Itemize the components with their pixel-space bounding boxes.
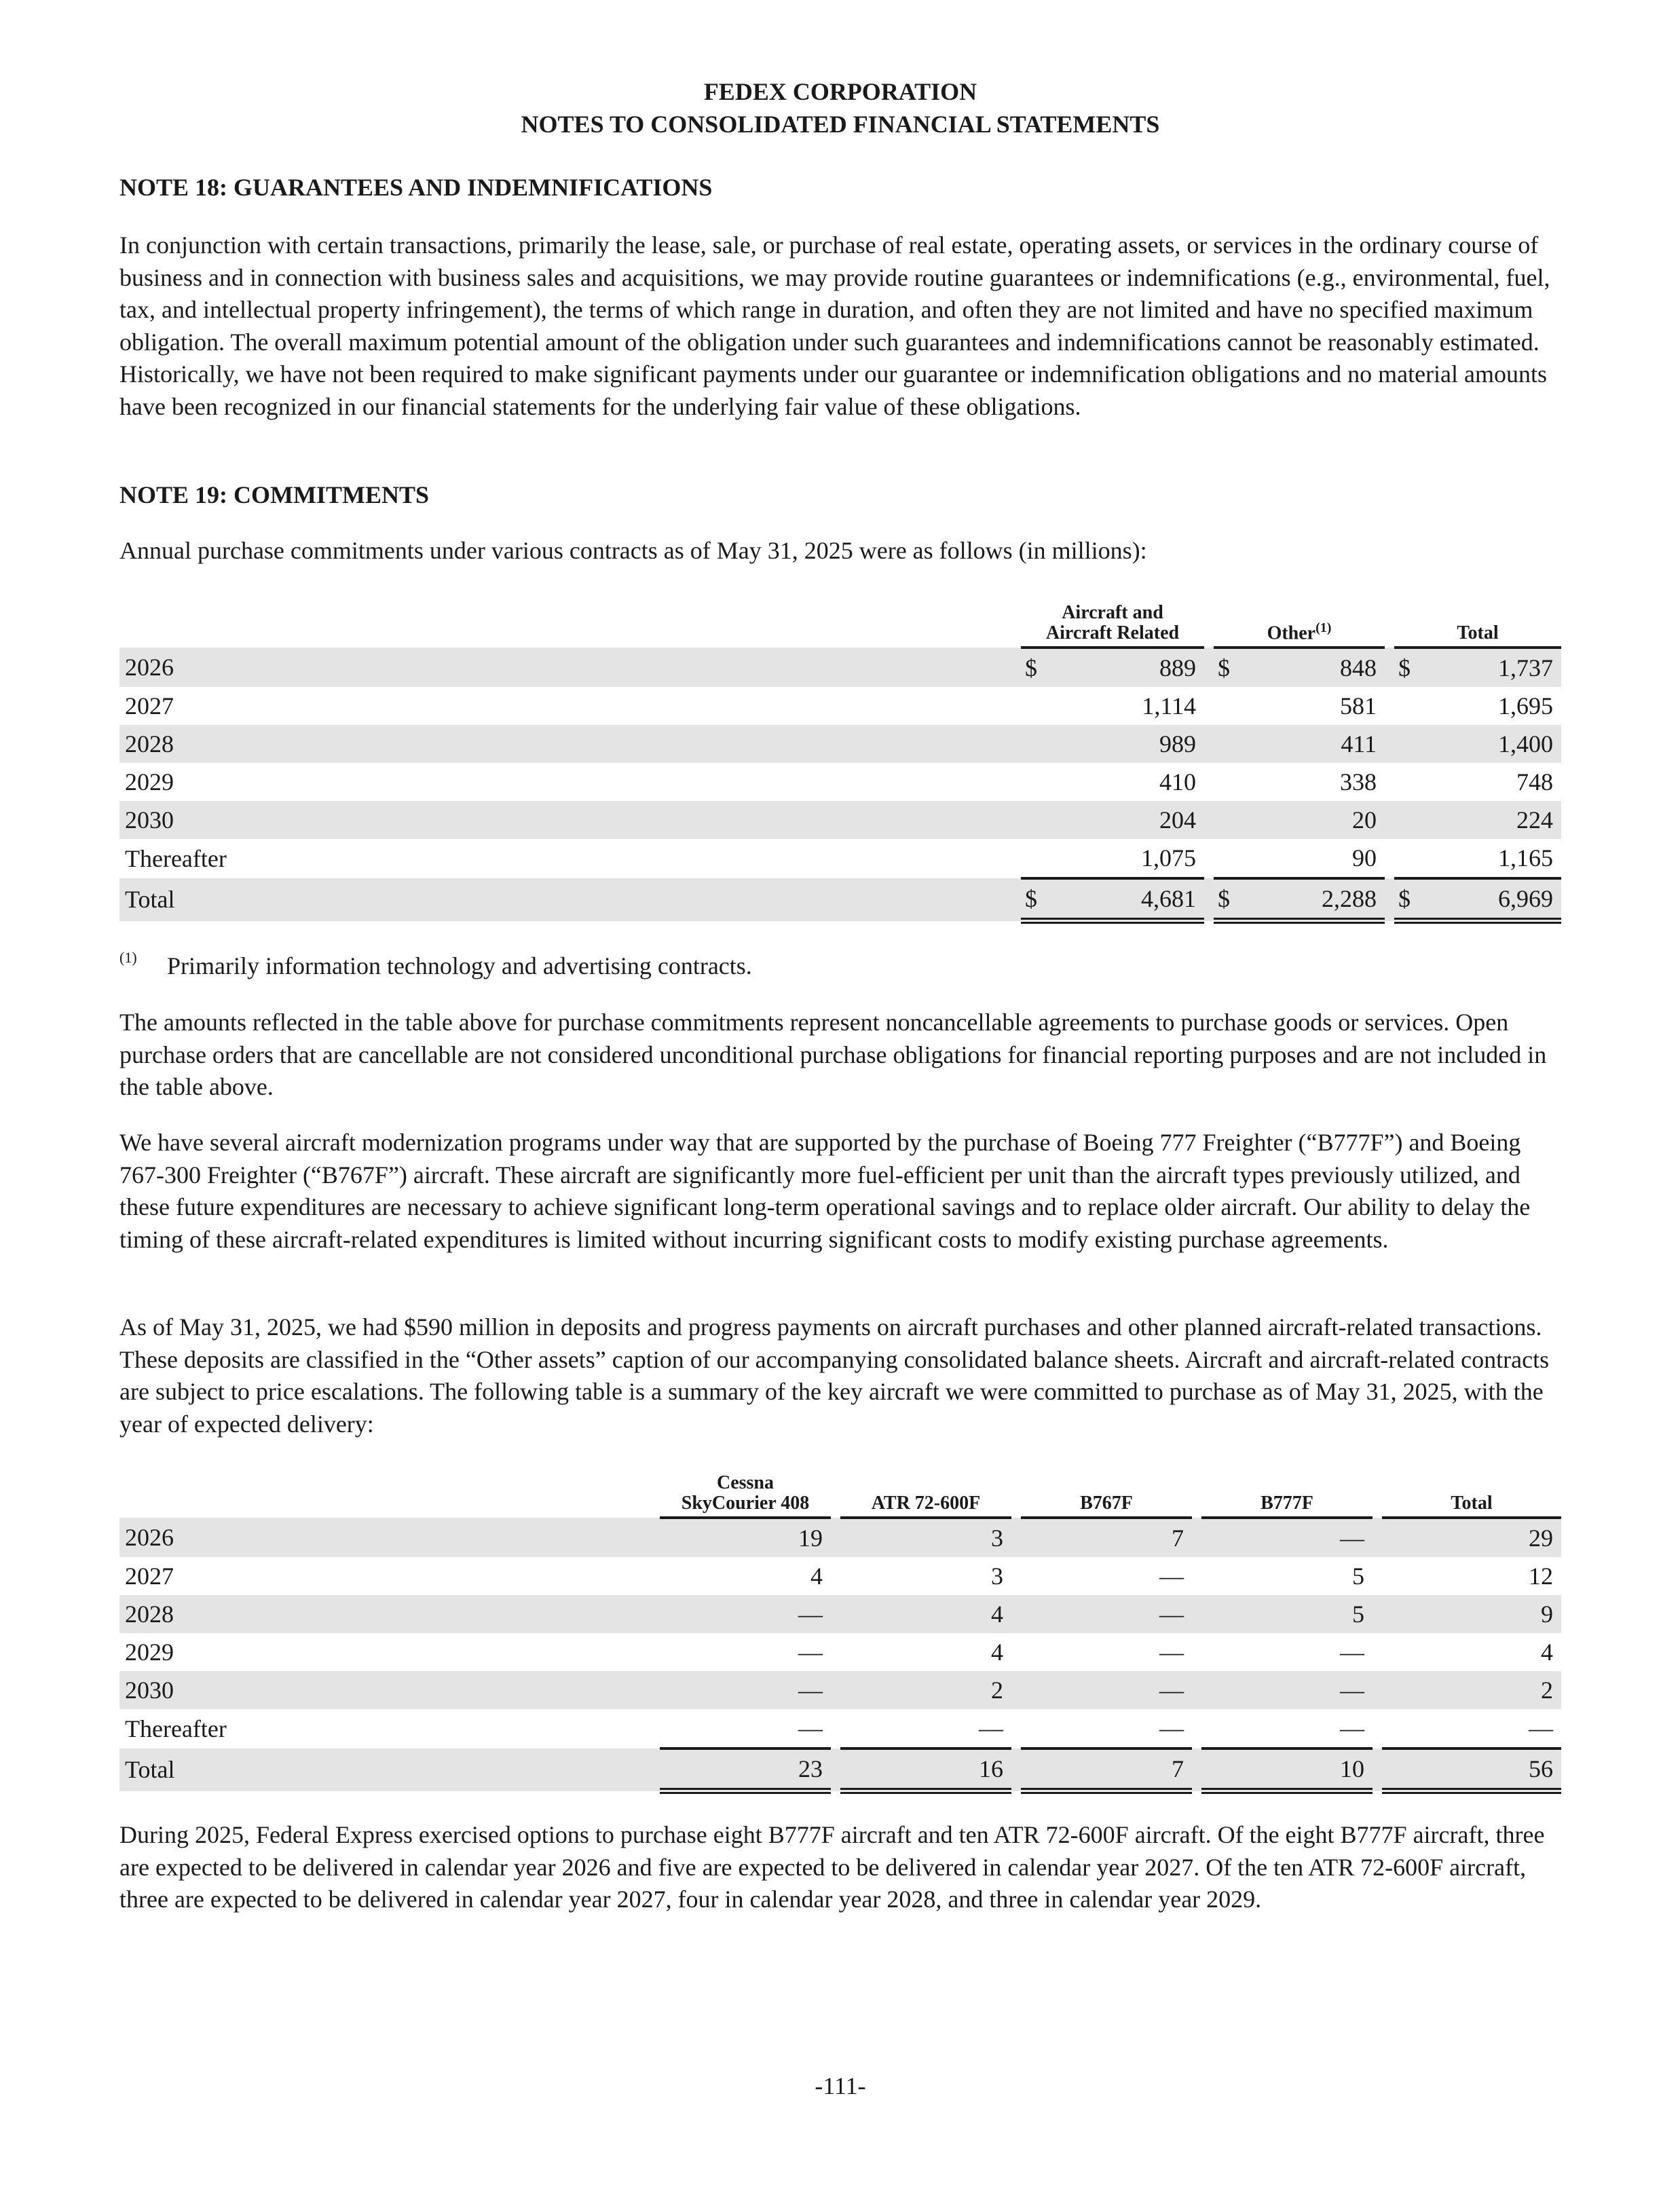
table-row: 2026 19 3 7 — 29 (119, 1518, 1561, 1557)
table-row: 2027 1,114 581 1,695 (125, 692, 1554, 719)
company-name: FEDEX CORPORATION (703, 78, 977, 105)
page-number: -111- (815, 2072, 866, 2099)
col-header-atr: ATR 72-600F (840, 1473, 1011, 1518)
table-row: 2029 — 4 — — 4 (125, 1639, 1553, 1666)
table-row: 2029 410 338 748 (125, 768, 1554, 796)
col-header-b777f: B777F (1201, 1473, 1373, 1518)
table-row: 2030 204 20 224 (119, 801, 1561, 839)
note19-para2: We have several aircraft modernization programs under way that are supported by the purchase of Boeing 777 Freighter (“B777F”) and Boeing 767-300 Freighter (“B767F”) aircraft. These aircraft are significantly more fuel-efficient per unit than the aircraft types previously utilized, and these future expenditures are necessary to achieve significant long-term operational savings and to replace older aircraft. Our ability to delay the timing of these aircraft-related expenditures is limited without incurring significant costs to modify existing purchase agreements. (119, 1129, 1531, 1253)
table1-header-row (119, 603, 1561, 648)
col-header-other: Other$^{(1)}$ (1214, 603, 1385, 648)
table-row: Thereafter — — — — — (125, 1715, 1553, 1742)
table-row: 2028 989 411 1,400 (119, 725, 1561, 763)
note19-heading: NOTE 19: COMMITMENTS (119, 481, 430, 508)
note19-intro: Annual purchase commitments under various contracts as of May 31, 2025 were as follows (in millions): (119, 537, 1147, 564)
table2-header-row (119, 1473, 1561, 1518)
table-row: 2026 $ 889 $ 848 $ 1,737 (119, 648, 1561, 687)
footnote-text: Primarily information technology and advertising contracts. (167, 952, 752, 979)
col-header-total: Total (1394, 603, 1561, 648)
table-row: 2030 — 2 — — 2 (119, 1671, 1561, 1709)
purchase-commitments-table (119, 603, 1561, 924)
note18-heading: NOTE 18: GUARANTEES AND INDEMNIFICATIONS (119, 174, 713, 201)
table-row: 2027 4 3 — 5 12 (125, 1563, 1553, 1590)
col-header-aircraft: Aircraft and Aircraft Related (1021, 603, 1204, 648)
note19-para1: The amounts reflected in the table above for purchase commitments represent noncancellable agreements to purchase goods or services. Open purchase orders that are cancellable are not considered unconditional purchase obligations for financial reporting purposes and are not included in the table above. (119, 1009, 1547, 1100)
col-header-b767f: B767F (1021, 1473, 1192, 1518)
table-row: 2028 — 4 — 5 9 (119, 1595, 1561, 1633)
note19-para3: As of May 31, 2025, we had $590 million in deposits and progress payments on aircraft purchases and other planned aircraft-related transactions. These deposits are classified in the “Other assets” caption of our accompanying consolidated balance sheets. Aircraft and aircraft-related contracts are subject to price escalations. The following table is a summary of the key aircraft we were committed to purchase as of May 31, 2025, with the year of expected delivery: (119, 1313, 1550, 1438)
statement-title: NOTES TO CONSOLIDATED FINANCIAL STATEMENTS (521, 111, 1160, 138)
col-header-cessna: Cessna SkyCourier 408 (660, 1473, 831, 1518)
table-total-row: Total $ 4,681 $ 2,288 $ 6,969 (119, 878, 1561, 921)
aircraft-commitments-table (119, 1473, 1561, 1794)
footnote-mark: (1) (119, 949, 137, 966)
table-total-row: Total 23 16 7 10 56 (119, 1748, 1561, 1791)
col-header-total: Total (1382, 1473, 1561, 1518)
note19-para4: During 2025, Federal Express exercised options to purchase eight B777F aircraft and ten ATR 72-600F aircraft. Of the eight B777F aircraft, three are expected to be delivered in calendar year 2026 and five are expected to be delivered in calendar year 2027. Of the ten ATR 72-600F aircraft, three are expected to be delivered in calendar year 2027, four in calendar year 2028, and three in calendar year 2029. (119, 1821, 1545, 1913)
table-row: Thereafter 1,075 90 1,165 (125, 844, 1554, 872)
note18-body: In conjunction with certain transactions, primarily the lease, sale, or purchase of real estate, operating assets, or services in the ordinary course of business and in connection with business sales and acquisitions, we may provide routine guarantees or indemnifications (e.g., environmental, fuel, tax, and intellectual property infringement), the terms of which range in duration, and often they are not limited and have no specified maximum obligation. The overall maximum potential amount of the obligation under such guarantees and indemnifications cannot be reasonably estimated. Historically, we have not been required to make significant payments under our guarantee or indemnification obligations and no material amounts have been recognized in our financial statements for the underlying fair value of these obligations. (119, 231, 1550, 420)
